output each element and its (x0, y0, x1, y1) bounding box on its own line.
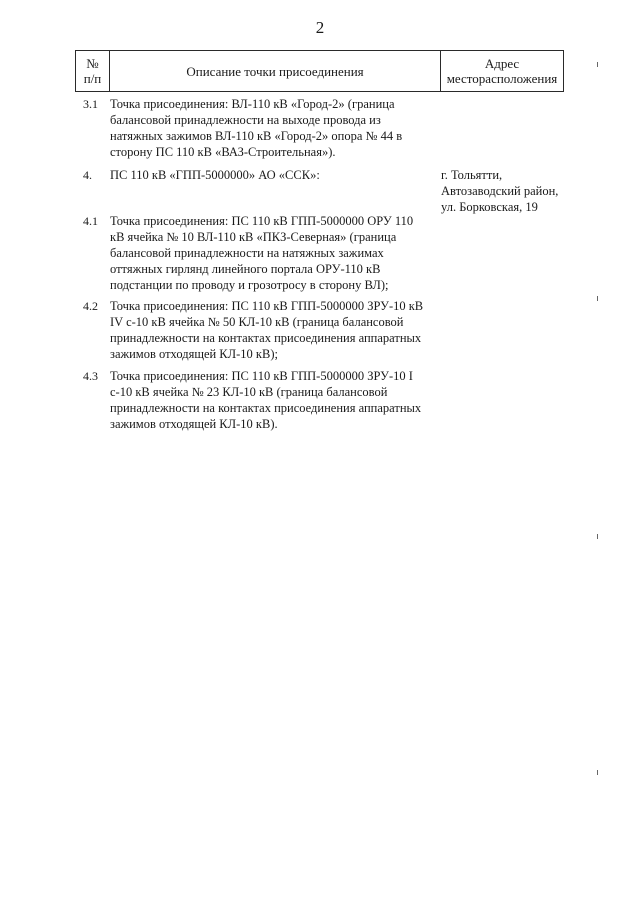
page-number: 2 (315, 18, 325, 37)
line: балансовой принадлежности на натяжных зажимах (110, 246, 384, 260)
line: принадлежности на контактах присоединения аппаратных (110, 331, 422, 345)
line: балансовой принадлежности на выходе провода из (110, 113, 381, 127)
line: ПС 110 кВ «ГПП-5000000» АО «ССК»: (110, 168, 320, 182)
row-number: 4.2 (83, 299, 98, 313)
row-description (110, 167, 445, 183)
row-address (441, 167, 565, 215)
line: Автозаводский район, (441, 184, 559, 198)
row-description (110, 298, 445, 362)
header-address-line-2: месторасположения (446, 71, 558, 86)
scan-mark (597, 296, 598, 301)
header-address (441, 51, 564, 92)
line: Точка присоединения: ВЛ-110 кВ «Город-2» (граница (110, 97, 395, 111)
row-description (110, 368, 445, 432)
line: ул. Борковская, 19 (441, 200, 538, 214)
row-description (110, 96, 445, 160)
line: зажимов отходящей КЛ-10 кВ). (110, 417, 278, 431)
header-description: Описание точки присоединения (110, 51, 441, 92)
header-address-line-1: Адрес (484, 56, 520, 71)
row-number: 3.1 (83, 97, 98, 111)
line: зажимов отходящей КЛ-10 кВ); (110, 347, 278, 361)
row-number: 4. (83, 168, 92, 182)
row-description (110, 213, 445, 293)
line: оттяжных гирлянд линейного портала ОРУ-110 кВ (110, 262, 381, 276)
line: принадлежности на контактах присоединения аппаратных (110, 401, 422, 415)
line: сторону ПС 110 кВ «ВАЗ-Строительная»). (110, 145, 336, 159)
scan-mark (597, 62, 598, 67)
line: кВ ячейка № 10 ВЛ-110 кВ «ПКЗ-Северная» (граница (110, 230, 397, 244)
header-num-line-1: № (86, 56, 99, 71)
table-header (75, 50, 564, 92)
line: с-10 кВ ячейка № 23 КЛ-10 кВ (граница балансовой (110, 385, 388, 399)
header-num (76, 51, 110, 92)
line: натяжных зажимов ВЛ-110 кВ «Город-2» опора № 44 в (110, 129, 403, 143)
line: IV с-10 кВ ячейка № 50 КЛ-10 кВ (граница балансовой (110, 315, 404, 329)
line: г. Тольятти, (441, 168, 503, 182)
scan-mark (597, 770, 598, 775)
line: Точка присоединения: ПС 110 кВ ГПП-5000000 ОРУ 110 (110, 214, 414, 228)
row-number: 4.3 (83, 369, 98, 383)
line: Точка присоединения: ПС 110 кВ ГПП-5000000 ЗРУ-10 I (110, 369, 413, 383)
row-number: 4.1 (83, 214, 98, 228)
line: Точка присоединения: ПС 110 кВ ГПП-5000000 ЗРУ-10 кВ (110, 299, 424, 313)
header-num-line-2: п/п (83, 71, 102, 86)
line: подстанции по проводу и грозотросу в сторону ВЛ); (110, 278, 389, 292)
scan-mark (597, 534, 598, 539)
